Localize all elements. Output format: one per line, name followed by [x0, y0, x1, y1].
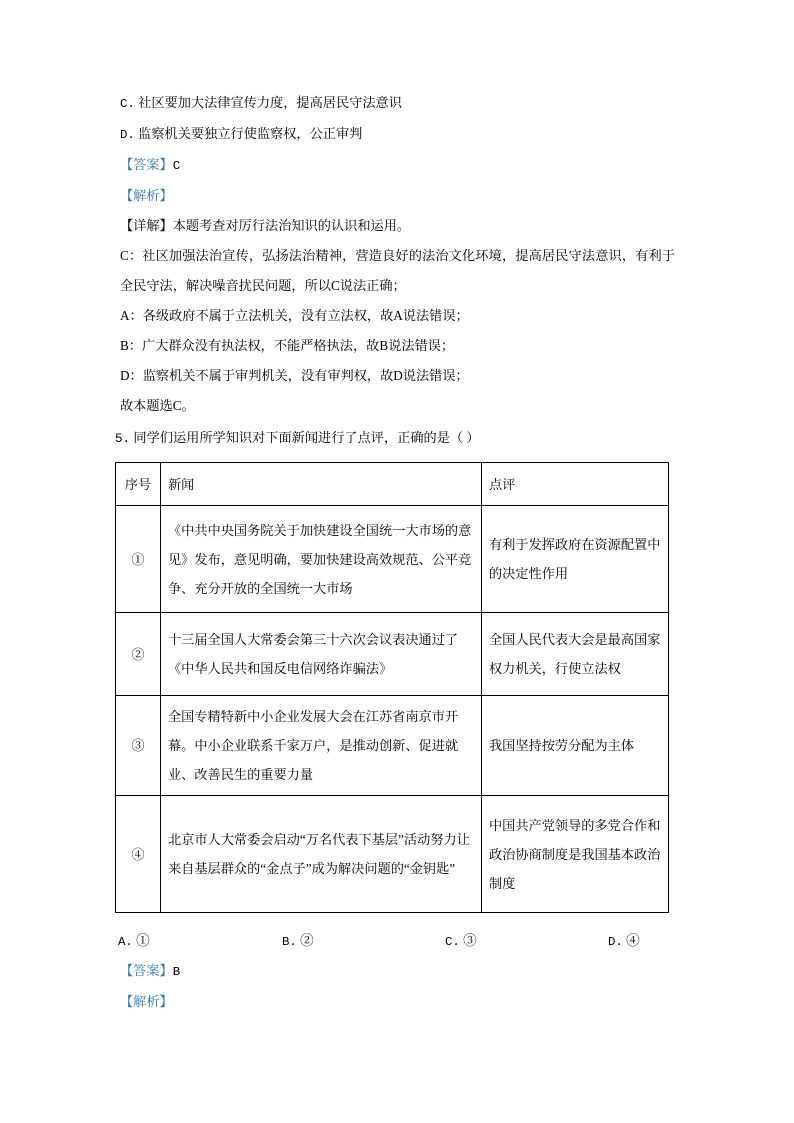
row-1-note: 有利于发挥政府在资源配置中的决定性作用	[482, 506, 669, 613]
row-1-news: 《中共中央国务院关于加快建设全国统一大市场的意见》发布，意见明确，要加快建设高效规范、公平竞争、充分开放的全国统一大市场	[161, 506, 482, 613]
question4-point-1: C：社区加强法治宣传，弘扬法治精神，营造良好的法治文化环境，提高居民守法意识，有利于全民守法，解决噪音扰民问题，所以C说法正确；	[120, 248, 675, 293]
row-3-no: ③	[116, 696, 161, 796]
question5-option-a	[118, 926, 150, 957]
table-row	[116, 696, 669, 796]
analysis-label: 【解析】	[120, 994, 173, 1009]
table-header	[116, 463, 669, 506]
answer-label: 【答案】	[120, 963, 173, 978]
question5-options	[115, 926, 675, 956]
answer-value: C	[172, 159, 181, 173]
row-4-note: 中国共产党领导的多党合作和政治协商制度是我国基本政治制度	[482, 796, 669, 913]
header-cell-no: 序号	[116, 463, 161, 506]
table-header-row	[116, 463, 669, 506]
row-2-news: 十三届全国人大常委会第三十六次会议表决通过了《中华人民共和国反电信网络诈骗法》	[161, 613, 482, 696]
question4-answer-line	[115, 150, 675, 181]
answer-value: B	[172, 965, 181, 979]
option-d-letter: D.	[608, 935, 623, 949]
option-a-value: ①	[136, 933, 150, 948]
question5-option-b	[282, 926, 314, 957]
table-row	[116, 613, 669, 696]
table-body	[116, 506, 669, 913]
page-content	[115, 88, 675, 1017]
option-d-text: 监察机关要独立行使监察权，公正审判	[138, 126, 363, 141]
header-cell-news: 新闻	[161, 463, 482, 506]
row-3-news: 全国专精特新中小企业发展大会在江苏省南京市开幕。中小企业联系千家万户，是推动创新、促进就业、改善民生的重要力量	[161, 696, 482, 796]
row-2-no: ②	[116, 613, 161, 696]
question5-stem-text: 同学们运用所学知识对下面新闻进行了点评，正确的是（ ）	[133, 430, 480, 445]
question4-option-d	[115, 119, 675, 150]
option-a-letter: A.	[118, 935, 133, 949]
question5-analysis-label	[115, 987, 675, 1017]
question5-number: 5.	[115, 432, 131, 446]
row-4-no: ④	[116, 796, 161, 913]
option-c-letter: C.	[445, 935, 460, 949]
question4-point-2: A：各级政府不属于立法机关，没有立法权，故A说法错误；	[120, 308, 469, 323]
question4-option-c	[115, 88, 675, 119]
row-2-note: 全国人民代表大会是最高国家权力机关，行使立法权	[482, 613, 669, 696]
option-b-value: ②	[300, 933, 314, 948]
option-c-letter: C.	[120, 97, 135, 111]
row-4-news: 北京市人大常委会启动“万名代表下基层”活动努力让来自基层群众的“金点子”成为解决问题的“金钥匙”	[161, 796, 482, 913]
question5-stem	[115, 423, 675, 454]
question4-point-3: B：广大群众没有执法权，不能严格执法，故B说法错误；	[120, 338, 455, 353]
question4-analysis-label	[115, 181, 675, 211]
option-d-letter: D.	[120, 128, 135, 142]
option-c-text: 社区要加大法律宣传力度，提高居民守法意识	[138, 95, 402, 110]
question5-option-d	[608, 926, 640, 957]
question4-conclusion: 故本题选C。	[120, 398, 195, 413]
table-row	[116, 506, 669, 613]
table-row	[116, 796, 669, 913]
option-b-letter: B.	[282, 935, 297, 949]
header-cell-note: 点评	[482, 463, 669, 506]
row-1-no: ①	[116, 506, 161, 613]
option-c-value: ③	[463, 933, 477, 948]
news-comment-table	[115, 462, 669, 913]
detail-text: 本题考查对厉行法治知识的认识和运用。	[172, 218, 411, 233]
detail-label: 【详解】	[120, 218, 173, 233]
option-d-value: ④	[626, 933, 640, 948]
answer-label: 【答案】	[120, 157, 173, 172]
analysis-label: 【解析】	[120, 188, 173, 203]
question4-point-4: D：监察机关不属于审判机关，没有审判权，故D说法错误；	[120, 368, 469, 383]
question4-detail-line	[115, 211, 675, 241]
row-3-note: 我国坚持按劳分配为主体	[482, 696, 669, 796]
question5-option-c	[445, 926, 477, 957]
question5-answer-line	[115, 956, 675, 987]
